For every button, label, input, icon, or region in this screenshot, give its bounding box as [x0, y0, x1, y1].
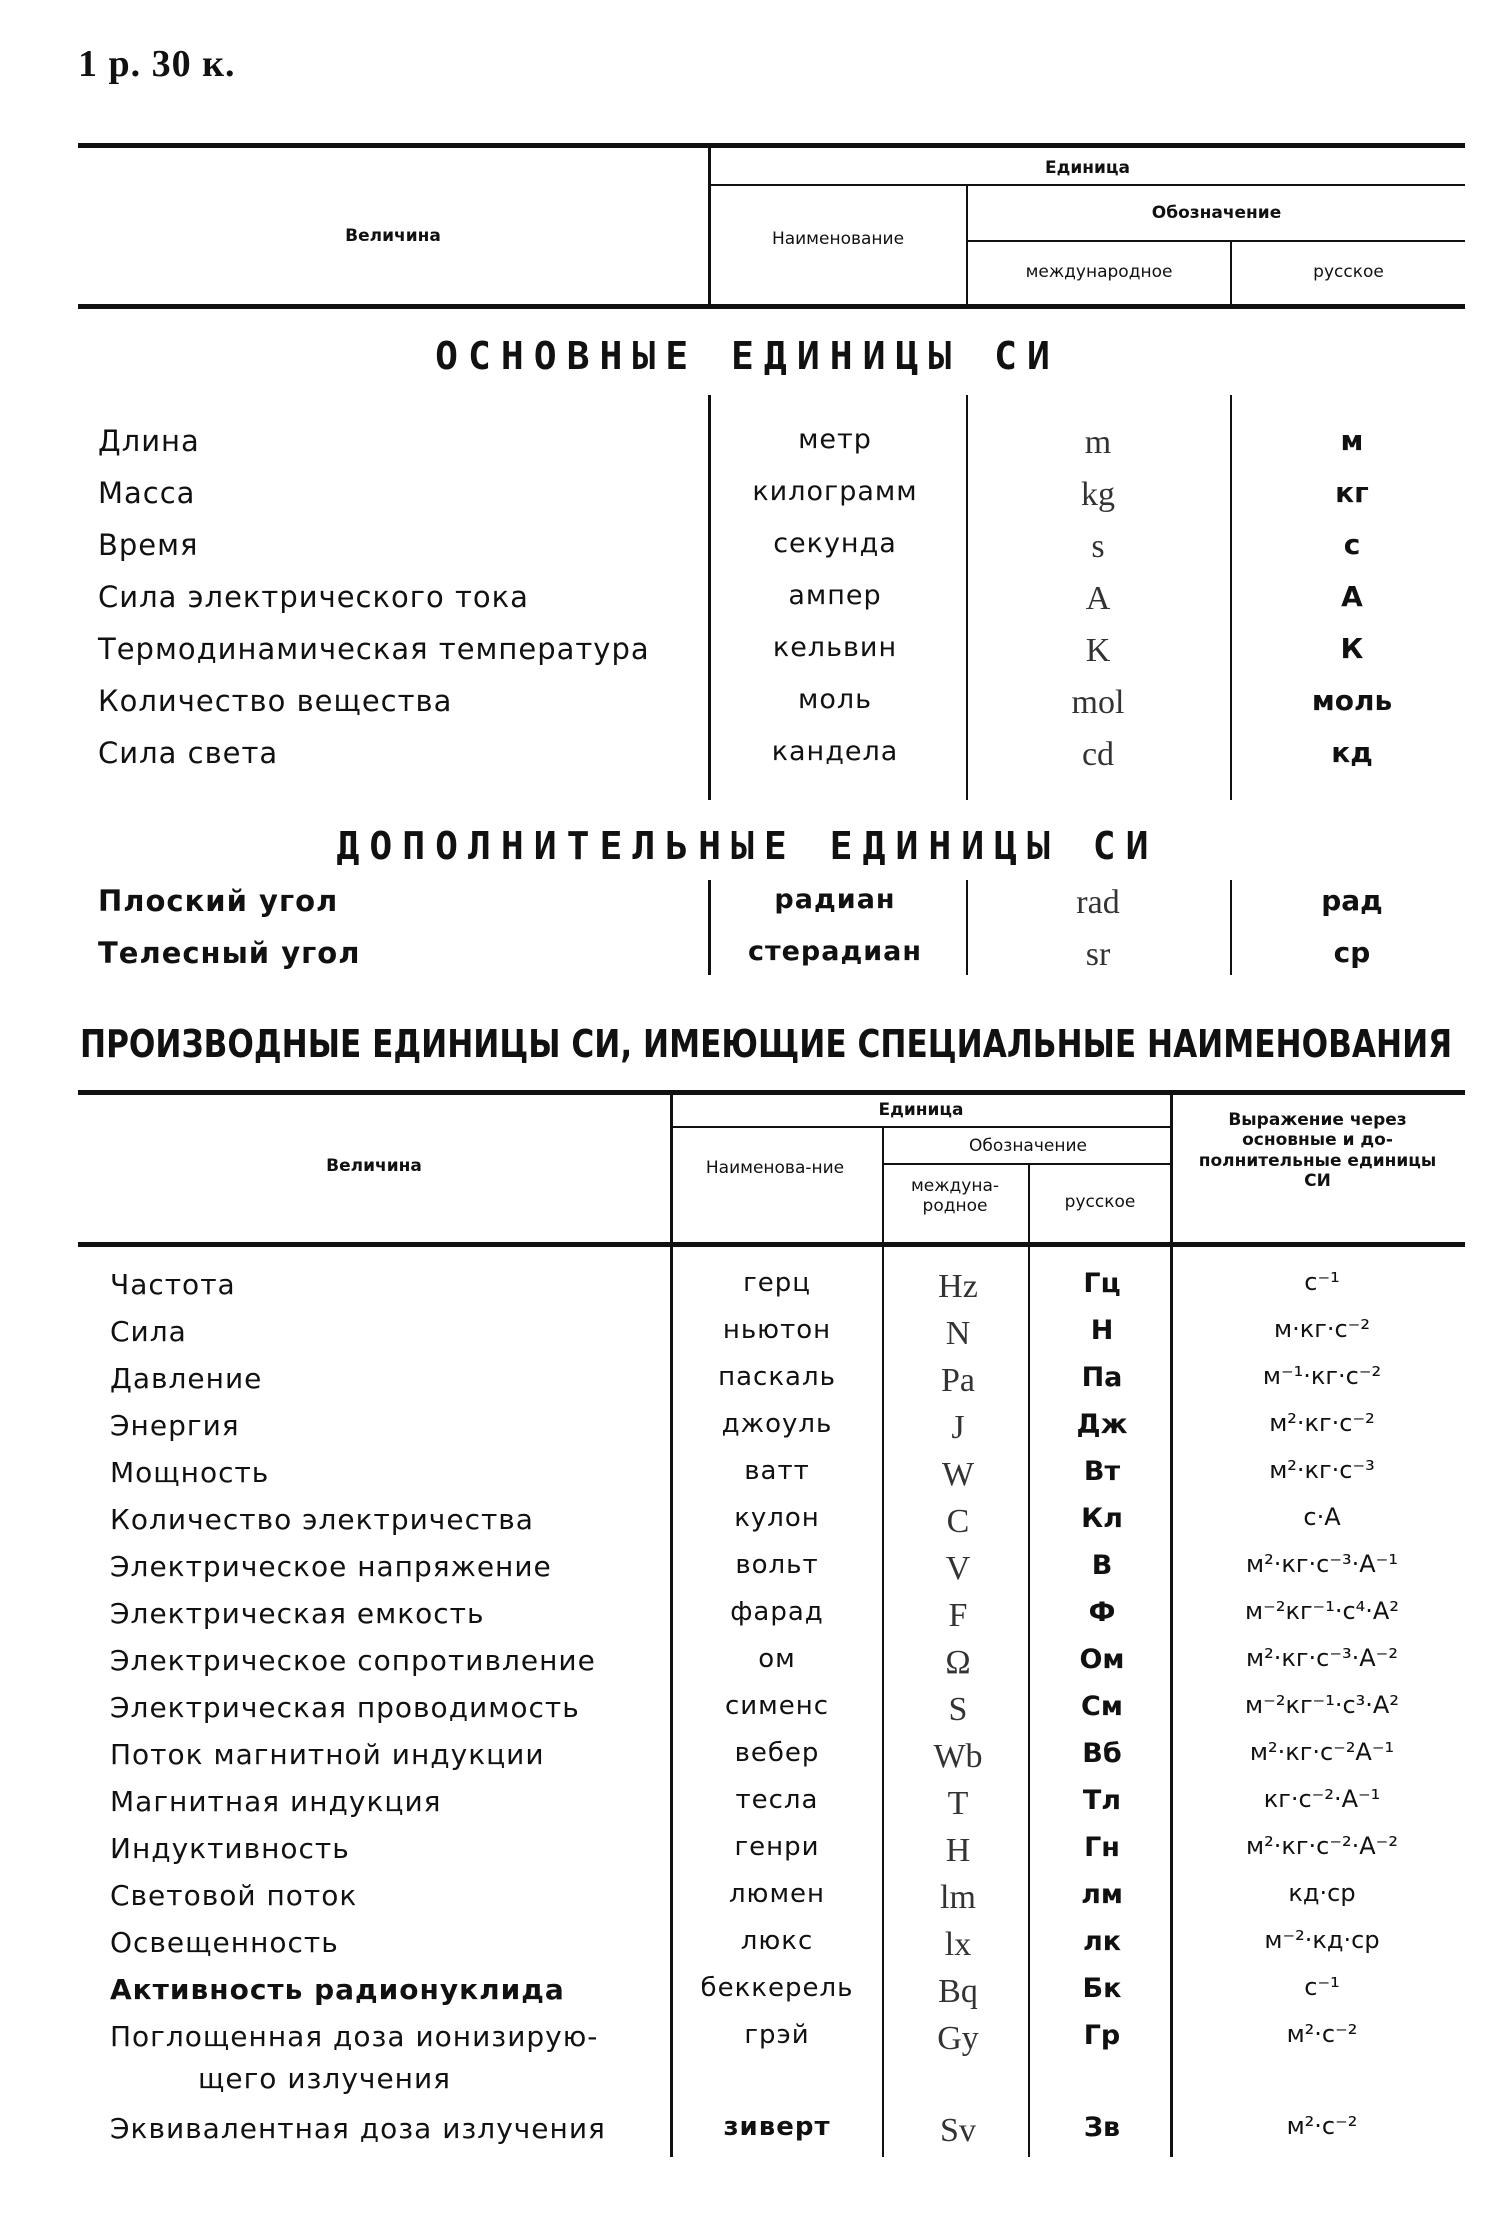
rus-symbol-cell: В [1091, 1550, 1113, 1581]
expression-cell: с·А [1303, 1503, 1341, 1531]
expression-cell: м⁻¹·кг·с⁻² [1262, 1362, 1382, 1390]
section-additional-title: ДОПОЛНИТЕЛЬНЫЕ ЕДИНИЦЫ СИ [336, 824, 1159, 868]
unit-name-cell: кулон [734, 1503, 820, 1533]
quantity-cell: Электрическая емкость [110, 1597, 485, 1630]
table-row [0, 1926, 1495, 1978]
table-row [0, 1832, 1495, 1884]
quantity-cell: Освещенность [110, 1926, 339, 1959]
header-expression: Выражение через основные и до-полнительные единицы СИ [1198, 1110, 1437, 1192]
rus-symbol-cell: Па [1081, 1362, 1123, 1393]
quantity-cell: Поглощенная доза ионизирую- [110, 2020, 599, 2053]
rus-symbol-cell: лк [1082, 1926, 1122, 1957]
table-row [0, 1409, 1495, 1461]
rule [78, 1242, 1465, 1247]
rus-symbol-cell: Ф [1088, 1597, 1116, 1628]
rus-symbol-cell: Вт [1083, 1456, 1121, 1487]
quantity-cell: Мощность [110, 1456, 270, 1489]
expression-cell: м²·кг·с⁻²·А⁻² [1246, 1832, 1398, 1860]
intl-symbol-cell: Pa [941, 1362, 975, 1399]
unit-name-cell: сименс [724, 1691, 830, 1721]
table-row [0, 1879, 1495, 1931]
rus-symbol-cell: Кл [1081, 1503, 1123, 1534]
intl-symbol-cell: H [945, 1832, 971, 1869]
rus-symbol-cell: лм [1081, 1879, 1123, 1910]
expression-cell: м⁻²кг⁻¹·с⁴·А² [1245, 1597, 1399, 1625]
rus-symbol-cell: кд [1331, 736, 1373, 769]
rus-symbol-cell: Н [1090, 1315, 1114, 1346]
quantity-cell: Активность радионуклида [110, 1973, 565, 2006]
table-row [0, 1362, 1495, 1414]
intl-symbol-cell: A [1085, 580, 1111, 617]
unit-name-cell: генри [734, 1832, 820, 1862]
quantity-cell: Частота [110, 1268, 236, 1301]
table-row [0, 580, 1495, 632]
intl-symbol-cell: lm [940, 1879, 976, 1916]
quantity-cell-continuation: щего излучения [198, 2062, 452, 2095]
quantity-cell: Длина [98, 424, 200, 458]
rus-symbol-cell: См [1081, 1691, 1123, 1722]
intl-symbol-cell: s [1091, 528, 1105, 565]
intl-symbol-cell: N [945, 1315, 971, 1352]
quantity-cell: Масса [98, 476, 196, 510]
intl-symbol-cell: cd [1081, 736, 1115, 773]
header-designation: Обозначение [969, 1136, 1087, 1156]
rus-symbol-cell: рад [1321, 884, 1383, 917]
rus-symbol-cell: ср [1333, 936, 1371, 969]
quantity-cell: Давление [110, 1362, 263, 1395]
header-international: международное [1025, 262, 1173, 282]
quantity-cell: Термодинамическая температура [98, 632, 650, 666]
expression-cell: м²·с⁻² [1286, 2020, 1358, 2048]
expression-cell: м²·кг·с⁻³·А⁻² [1246, 1644, 1398, 1672]
unit-name-cell: грэй [744, 2020, 810, 2050]
unit-name-cell: джоуль [721, 1409, 833, 1439]
rus-symbol-cell: с [1343, 528, 1361, 561]
intl-symbol-cell: m [1084, 424, 1112, 461]
expression-cell: м²·кг·с⁻³·А⁻¹ [1246, 1550, 1398, 1578]
unit-name-cell: тесла [735, 1785, 819, 1815]
intl-symbol-cell: Gy [937, 2020, 979, 2057]
intl-symbol-cell: T [947, 1785, 969, 1822]
header-unit: Единица [1045, 158, 1130, 178]
section-basic-title: ОСНОВНЫЕ ЕДИНИЦЫ СИ [435, 334, 1060, 378]
unit-name-cell: паскаль [718, 1362, 836, 1392]
quantity-cell: Электрическое сопротивление [110, 1644, 596, 1677]
quantity-cell: Сила электрического тока [98, 580, 529, 614]
intl-symbol-cell: J [951, 1409, 965, 1446]
rule [78, 1090, 1465, 1095]
rus-symbol-cell: Дж [1076, 1409, 1128, 1440]
header-quantity: Величина [326, 1156, 422, 1176]
table-row [0, 424, 1495, 476]
unit-name-cell: килограмм [752, 476, 918, 507]
rule [968, 240, 1465, 242]
table-row [0, 2112, 1495, 2164]
table-row [0, 528, 1495, 580]
unit-name-cell: ом [758, 1644, 796, 1674]
unit-name-cell: фарад [730, 1597, 824, 1627]
rus-symbol-cell: Гц [1083, 1268, 1121, 1299]
expression-cell: м⁻²·кд·ср [1264, 1926, 1380, 1954]
intl-symbol-cell: rad [1076, 884, 1120, 921]
header-russian: русское [1313, 262, 1384, 282]
quantity-cell: Энергия [110, 1409, 240, 1442]
expression-cell: с⁻¹ [1304, 1268, 1340, 1296]
intl-symbol-cell: C [946, 1503, 970, 1540]
intl-symbol-cell: kg [1081, 476, 1115, 513]
expression-cell: кд·ср [1288, 1879, 1356, 1907]
intl-symbol-cell: mol [1071, 684, 1125, 721]
rus-symbol-cell: кг [1335, 476, 1369, 509]
rus-symbol-cell: Ом [1079, 1644, 1125, 1675]
rus-symbol-cell: Вб [1082, 1738, 1122, 1769]
unit-name-cell: вебер [734, 1738, 820, 1768]
expression-cell: м²·кг·с⁻² [1269, 1409, 1375, 1437]
table-row [0, 1973, 1495, 2025]
expression-cell: м²·кг·с⁻²А⁻¹ [1249, 1738, 1395, 1766]
table-row [0, 1691, 1495, 1743]
unit-name-cell: кандела [771, 736, 899, 767]
header-designation: Обозначение [1151, 203, 1282, 223]
rus-symbol-cell: м [1340, 424, 1364, 457]
quantity-cell: Эквивалентная доза излучения [110, 2112, 606, 2145]
table-row [0, 1550, 1495, 1602]
unit-name-cell: секунда [773, 528, 897, 559]
header-quantity: Величина [345, 226, 441, 246]
rule [672, 1126, 1172, 1128]
rule [710, 184, 1465, 186]
quantity-cell: Телесный угол [98, 936, 361, 970]
intl-symbol-cell: sr [1085, 936, 1111, 973]
intl-symbol-cell: Wb [933, 1738, 983, 1775]
intl-symbol-cell: K [1085, 632, 1111, 669]
header-unit: Единица [878, 1100, 964, 1120]
unit-name-cell: кельвин [772, 632, 898, 663]
intl-symbol-cell: F [948, 1597, 968, 1634]
unit-name-cell: ньютон [722, 1315, 832, 1345]
unit-name-cell: ватт [744, 1456, 810, 1486]
unit-name-cell: беккерель [700, 1973, 854, 2003]
rule [78, 143, 1465, 148]
unit-name-cell: герц [743, 1268, 811, 1298]
table-row [0, 1644, 1495, 1696]
unit-name-cell: вольт [735, 1550, 819, 1580]
unit-name-cell: метр [798, 424, 872, 455]
rus-symbol-cell: Тл [1082, 1785, 1122, 1816]
quantity-cell: Электрическая проводимость [110, 1691, 580, 1724]
table-row [0, 1268, 1495, 1320]
header-international: междуна-родное [910, 1176, 1000, 1217]
expression-cell: м²·кг·с⁻³ [1269, 1456, 1375, 1484]
intl-symbol-cell: W [941, 1456, 975, 1493]
rus-symbol-cell: моль [1311, 684, 1393, 717]
table-row [0, 476, 1495, 528]
table-row [0, 1315, 1495, 1367]
header-name: Наименова-ние [705, 1158, 845, 1178]
rule [78, 304, 1465, 309]
rus-symbol-cell: К [1340, 632, 1364, 665]
unit-name-cell: зиверт [723, 2112, 831, 2142]
quantity-cell: Сила [110, 1315, 187, 1348]
table-row [0, 1785, 1495, 1837]
intl-symbol-cell: lx [944, 1926, 972, 1963]
table-row [0, 1503, 1495, 1555]
unit-name-cell: стерадиан [747, 936, 923, 967]
expression-cell: с⁻¹ [1304, 1973, 1340, 2001]
unit-name-cell: люкс [740, 1926, 814, 1956]
expression-cell: м⁻²кг⁻¹·с³·А² [1245, 1691, 1399, 1719]
table-row [0, 884, 1495, 936]
expression-cell: м·кг·с⁻² [1274, 1315, 1370, 1343]
quantity-cell: Количество вещества [98, 684, 453, 718]
unit-name-cell: моль [797, 684, 873, 715]
rus-symbol-cell: Зв [1083, 2112, 1121, 2143]
rus-symbol-cell: Гн [1084, 1832, 1120, 1863]
rus-symbol-cell: А [1341, 580, 1363, 613]
table-row [0, 1456, 1495, 1508]
quantity-cell: Сила света [98, 736, 279, 770]
table-row [0, 684, 1495, 736]
price: 1 р. 30 к. [78, 43, 236, 85]
unit-name-cell: люмен [728, 1879, 826, 1909]
unit-name-cell: радиан [774, 884, 896, 915]
header-russian: русское [1064, 1192, 1136, 1212]
header-name: Наименование [771, 229, 905, 249]
intl-symbol-cell: S [948, 1691, 968, 1728]
table-row [0, 1738, 1495, 1790]
quantity-cell: Время [98, 528, 199, 562]
intl-symbol-cell: Bq [938, 1973, 978, 2010]
quantity-cell: Поток магнитной индукции [110, 1738, 545, 1771]
table-row [0, 736, 1495, 788]
rus-symbol-cell: Бк [1082, 1973, 1122, 2004]
quantity-cell: Индуктивность [110, 1832, 350, 1865]
unit-name-cell: ампер [788, 580, 882, 611]
quantity-cell: Магнитная индукция [110, 1785, 442, 1818]
section-derived-title: ПРОИЗВОДНЫЕ ЕДИНИЦЫ СИ, ИМЕЮЩИЕ СПЕЦИАЛЬНЫЕ НАИМЕНОВАНИЯ [80, 1022, 1453, 1066]
expression-cell: кг·с⁻²·А⁻¹ [1263, 1785, 1381, 1813]
intl-symbol-cell: Ω [945, 1644, 971, 1681]
quantity-cell: Количество электричества [110, 1503, 534, 1536]
quantity-cell: Световой поток [110, 1879, 358, 1912]
quantity-cell: Электрическое напряжение [110, 1550, 552, 1583]
intl-symbol-cell: Hz [938, 1268, 978, 1305]
quantity-cell: Плоский угол [98, 884, 339, 918]
table-row [0, 936, 1495, 988]
intl-symbol-cell: V [945, 1550, 971, 1587]
table-row [0, 632, 1495, 684]
rus-symbol-cell: Гр [1083, 2020, 1121, 2051]
table-row [0, 1597, 1495, 1649]
expression-cell: м²·с⁻² [1286, 2112, 1358, 2140]
intl-symbol-cell: Sv [940, 2112, 976, 2149]
col-divider [1170, 1095, 1173, 1242]
